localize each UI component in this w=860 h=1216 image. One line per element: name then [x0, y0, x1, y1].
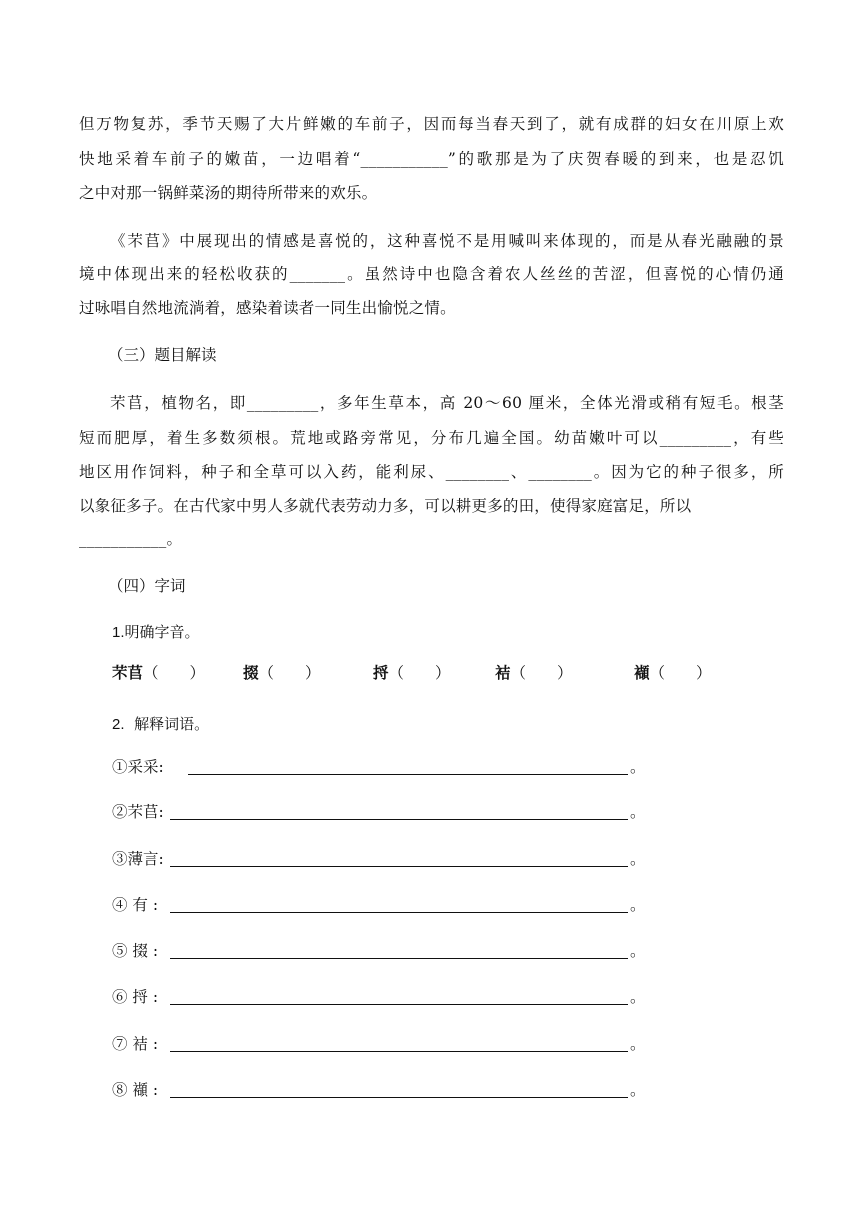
pronunciation-blank: （ ）: [143, 664, 206, 682]
pronunciation-item-4: [495, 663, 573, 683]
paragraph-2-line-3: 过咏唱自然地流淌着，感染着读者一同生出愉悦之情。: [79, 299, 456, 317]
pronunciation-word: 襭: [634, 663, 650, 682]
pronunciation-blank: （ ）: [649, 664, 712, 682]
answer-line[interactable]: [170, 1004, 628, 1005]
item-1-number: 1.: [112, 624, 125, 641]
definition-period: 。: [630, 850, 646, 868]
answer-line[interactable]: [170, 866, 628, 867]
section-3-line-1: 芣苢，植物名，即_________，多年生草本，高 20～60 厘米，全体光滑或稍有短毛。根茎: [110, 394, 784, 412]
paragraph-1-line-3: 之中对那一锅鲜菜汤的期待所带来的欢乐。: [79, 184, 378, 202]
pronunciation-word: 袺: [495, 663, 511, 682]
paragraph-2-line-2: 境中体现出来的轻松收获的_______。虽然诗中也隐含着农人丝丝的苦涩，但喜悦的心情仍通: [79, 265, 784, 283]
pronunciation-word: 掇: [243, 663, 259, 682]
pronunciation-word: 捋: [373, 663, 389, 682]
answer-line[interactable]: [170, 819, 628, 820]
definition-period: 。: [630, 758, 646, 776]
paragraph-1-line-2: 快地采着车前子的嫩苗，一边唱着“___________”的歌那是为了庆贺春暖的到来，也是忍饥: [79, 150, 784, 168]
definition-period: 。: [630, 1081, 646, 1099]
paragraph-1-line-1: 但万物复苏，季节天赐了大片鲜嫩的车前子，因而每当春天到了，就有成群的妇女在川原上欢: [79, 115, 784, 133]
answer-line[interactable]: [170, 912, 628, 913]
definition-label: ②芣苢:: [112, 803, 164, 821]
pronunciation-blank: （ ）: [388, 664, 451, 682]
definition-period: 。: [630, 803, 646, 821]
answer-line[interactable]: [170, 1097, 628, 1098]
section-3-line-2: 短而肥厚，着生多数须根。荒地或路旁常见，分布几遍全国。幼苗嫩叶可以_________，有些: [79, 429, 784, 447]
answer-line[interactable]: [170, 1051, 628, 1052]
paragraph-2-line-1: 《芣苢》中展现出的情感是喜悦的，这种喜悦不是用喊叫来体现的，而是从春光融融的景: [110, 232, 784, 250]
definition-period: 。: [630, 942, 646, 960]
answer-line[interactable]: [170, 958, 628, 959]
section-3-line-5: ___________。: [79, 530, 183, 548]
pronunciation-item-1: [112, 663, 205, 683]
definition-period: 。: [630, 988, 646, 1006]
definition-label: ③薄言:: [112, 850, 164, 868]
definition-label: ④ 有 :: [112, 896, 159, 914]
item-2-text: 解释词语。: [134, 715, 210, 733]
section-4-heading: （四）字词: [108, 577, 186, 595]
definition-label: ⑥ 捋 :: [112, 988, 159, 1006]
definition-label: ⑧ 襭 :: [112, 1081, 159, 1099]
pronunciation-item-5: [634, 663, 712, 683]
section-3-line-4: 以象征多子。在古代家中男人多就代表劳动力多，可以耕更多的田，使得家庭富足，所以: [79, 497, 692, 515]
pronunciation-item-3: [373, 663, 451, 683]
definition-period: 。: [630, 1035, 646, 1053]
pronunciation-word: 芣苢: [112, 663, 144, 682]
section-3-line-3: 地区用作饲料，种子和全草可以入药，能利尿、________、________。因为它的种子很多，所: [79, 463, 784, 481]
definition-label: ①采采:: [112, 758, 164, 776]
section-3-heading: （三）题目解读: [108, 346, 217, 364]
item-2-number: 2.: [112, 716, 125, 733]
item-2: [112, 714, 209, 735]
answer-line[interactable]: [188, 774, 628, 775]
item-1: [112, 622, 200, 643]
item-1-text: 明确字音。: [124, 623, 200, 641]
pronunciation-item-2: [243, 663, 321, 683]
definition-period: 。: [630, 896, 646, 914]
pronunciation-blank: （ ）: [258, 664, 321, 682]
pronunciation-blank: （ ）: [510, 664, 573, 682]
definition-label: ⑤ 掇 :: [112, 942, 159, 960]
definition-label: ⑦ 袺 :: [112, 1035, 159, 1053]
